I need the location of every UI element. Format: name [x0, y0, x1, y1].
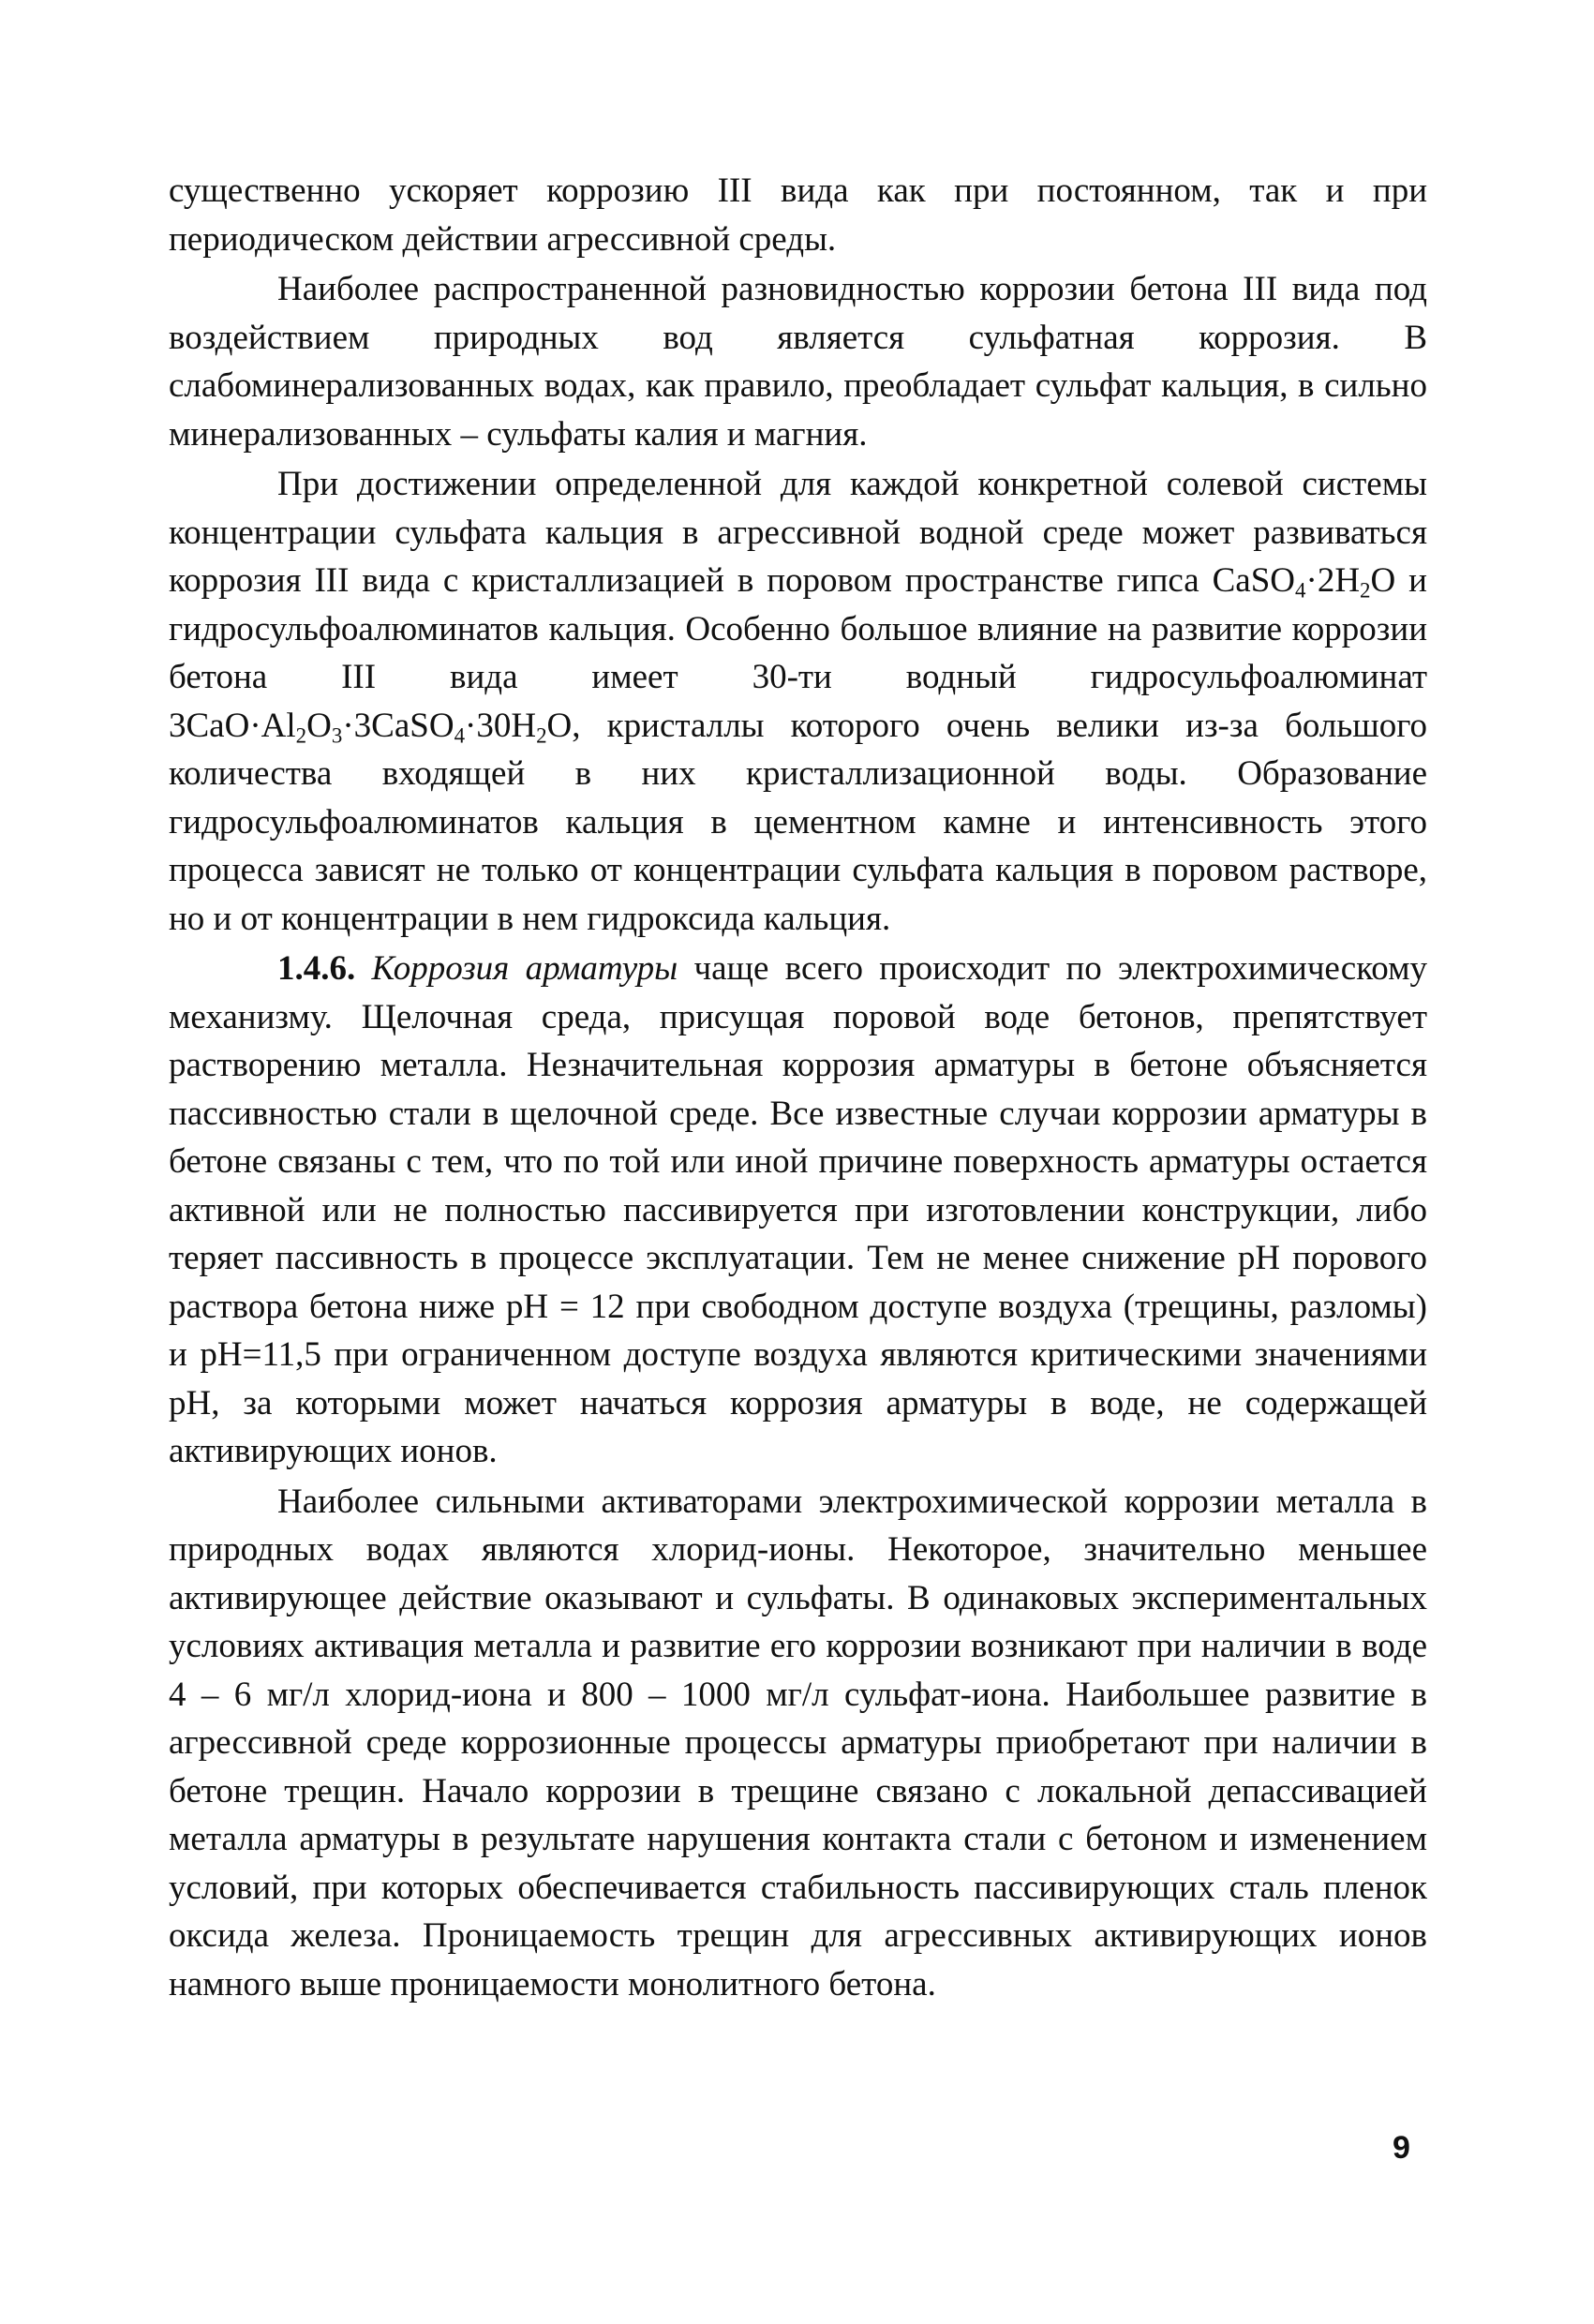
text-run: ·3CaSO	[342, 706, 454, 745]
subscript: 2	[536, 723, 547, 747]
page-body	[169, 167, 1427, 2008]
page-number: 9	[1393, 2130, 1410, 2166]
subscript: 3	[331, 723, 343, 747]
paragraph	[169, 1478, 1427, 2009]
paragraph	[169, 945, 1427, 1476]
subscript: 2	[1360, 578, 1371, 603]
text-run: чаще всего происходит по электрохимическому механизму. Щелочная среда, присущая поровой воде бетонов, препятствует растворению металла. Незначительная коррозия арматуры в бетоне объясняется пассивностью стали в щелочной среде. Все известные случаи коррозии арматуры в бетоне связаны с тем, что по той или иной причине поверхность арматуры остается активной или не полностью пассивируется при изготовлении конструкции, либо теряет пассивность в процессе эксплуатации. Тем не менее снижение pH порового раствора бетона ниже pH = 12 при свободном доступе воздуха (трещины, разломы) и pH=11,5 при ограниченном доступе воздуха являются критическими значениями pH, за которыми может начаться коррозия арматуры в воде, не содержащей активирующих ионов.	[169, 949, 1428, 1470]
text-run	[355, 949, 371, 988]
paragraph	[169, 460, 1427, 943]
text-run: O	[306, 706, 332, 745]
paragraph	[169, 167, 1427, 263]
text-run: ·2H	[1305, 561, 1361, 600]
text-run: Наиболее сильными активаторами электрохимической коррозии металла в природных водах являются хлорид-ионы. Некоторое, значительно меньшее активирующее действие оказывают и сульфаты. В одинаковых экспериментальных условиях активация металла и развитие его коррозии возникают при наличии в воде 4 – 6 мг/л хлорид-иона и 800 – 1000 мг/л сульфат-иона. Наибольшее развитие в агрессивной среде коррозионные процессы арматуры приобретают при наличии в бетоне трещин. Начало коррозии в трещине связано с локальной депассивацией металла арматуры в результате нарушения контакта стали с бетоном и изменением условий, при которых обеспечивается стабильность пассивирующих сталь пленок оксида железа. Проницаемость трещин для агрессивных активирующих ионов намного выше проницаемости монолитного бетона.	[169, 1482, 1427, 2004]
text-run: При достижении определенной для каждой конкретной солевой системы концентрации сульфата кальция в агрессивной водной среде может развиваться коррозия III вида с кристаллизацией в поровом пространстве гипса CaSO	[169, 465, 1427, 600]
subscript: 4	[454, 723, 466, 747]
text-column	[169, 167, 1427, 2008]
subscript: 2	[295, 723, 307, 747]
section-number: 1.4.6.	[277, 949, 356, 988]
paragraph	[169, 265, 1427, 458]
text-run: O и гидросульфоалюминатов кальция. Особенно большое влияние на развитие коррозии бетона III вида имеет 30-ти водный гидросульфоалюминат 3CaO·Al	[169, 561, 1427, 745]
text-run: ·30H	[465, 706, 537, 745]
text-run: Наиболее распространенной разновидностью коррозии бетона III вида под воздействием природных вод является сульфатная коррозия. В слабоминерализованных водах, как правило, преобладает сульфат кальция, в сильно минерализованных – сульфаты калия и магния.	[169, 270, 1427, 454]
text-run: существенно ускоряет коррозию III вида как при постоянном, так и при периодическом действии агрессивной среды.	[169, 171, 1427, 259]
subscript: 4	[1295, 578, 1306, 603]
text-run: O, кристаллы которого очень велики из-за большого количества входящей в них кристаллизационной воды. Образование гидросульфоалюминатов кальция в цементном камне и интенсивность этого процесса зависят не только от концентрации сульфата кальция в поровом растворе, но и от концентрации в нем гидроксида кальция.	[169, 706, 1427, 938]
section-title: Коррозия арматуры	[371, 949, 678, 988]
